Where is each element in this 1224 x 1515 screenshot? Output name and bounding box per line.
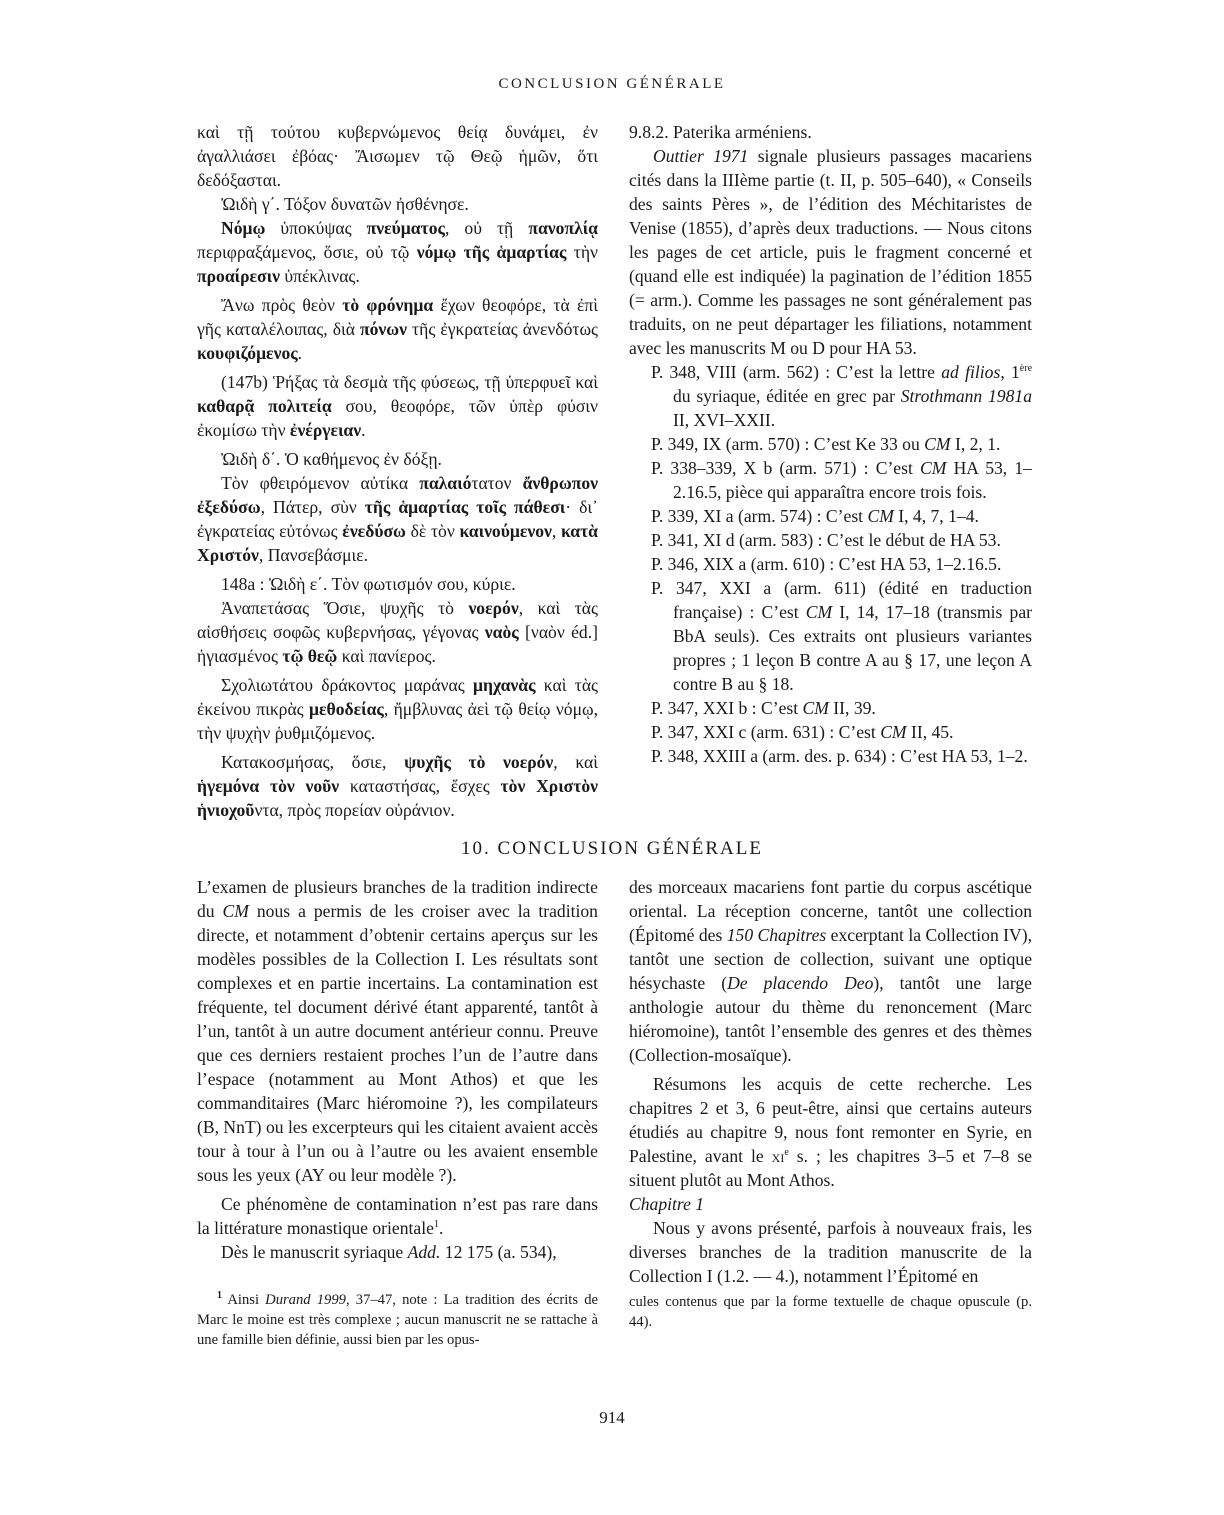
paterika-entry: P. 348, VIII (arm. 562) : C’est la lettre ad filios, 1ère du syriaque, éditée en grec par Strothmann 1981a II, XVI–XXII. — [651, 362, 1033, 430]
conclusion-column-right — [629, 875, 1032, 1288]
subsection-heading: 9.8.2. Paterika arméniens. — [629, 122, 812, 142]
body-paragraph: Résumons les acquis de cette recherche. Les chapitres 2 et 3, 6 peut-être, ainsi que certains auteurs étudiés au chapitre 9, nous font remonter en Syrie, en Palestine, avant le $xi^e$ s. ; les chapitres 3–5 et 7–8 se situent plutôt au Mont Athos. — [629, 1074, 1032, 1190]
running-head: CONCLUSION GÉNÉRALE — [498, 76, 726, 92]
body-paragraph: des morceaux macariens font partie du corpus ascétique oriental. La réception concerne, tantôt une collection (Épitomé des 150 Chapitres excerptant la Collection IV), tantôt une section de collection, suivant une optique hésychaste (De placendo Deo), tantôt une large anthologie autour du thème du renoncement (Marc hiéromoine), tantôt l’ensemble des genres et des thèmes (Collection-mosaïque). — [629, 877, 1032, 1065]
section-title: 10. CONCLUSION GÉNÉRALE — [461, 838, 763, 859]
ode-heading: Ὠιδὴ δ΄. Ὁ καθήμενος ἐν δόξῃ. — [221, 449, 442, 469]
greek-paragraph: Ἀναπετάσας Ὅσιε, ψυχῆς τὸ νοερόν, καὶ τὰς αἰσθήσεις σοφῶς κυβερνήσας, γέγονας ναὸς [ναὸν éd.] ἡγιασμένος τῷ θεῷ καὶ πανίερος. — [197, 598, 598, 666]
ode-heading: 148a : Ὠιδὴ ε΄. Τὸν φωτισμόν σου, κύριε. — [221, 574, 516, 594]
chapter-subheading: Chapitre 1 — [629, 1194, 705, 1214]
footnote-left: $^1$ Ainsi Durand 1999, 37–47, note : La tradition des écrits de Marc le moine est très complexe ; aucun manuscrit ne se rattache à une famille bien définie, aussi bien par les opus- — [197, 1290, 598, 1348]
greek-paragraph: Κατακοσμήσας, ὅσιε, ψυχῆς τὸ νοερόν, καὶ ἡγεμόνα τὸν νοῦν καταστήσας, ἔσχες τὸν Χριστὸν ἡνιοχοῦντα, πρὸς πορείαν οὐράνιον. — [197, 752, 598, 820]
greek-text-column — [197, 120, 598, 822]
greek-paragraph: Νόμῳ ὑποκύψας πνεύματος, οὐ τῇ πανοπλίᾳ περιφραξάμενος, ὅσιε, οὐ τῷ νόμῳ τῆς ἁμαρτίας τὴν προαίρεσιν ὑπέκλινας. — [197, 218, 598, 286]
body-paragraph: L’examen de plusieurs branches de la tradition indirecte du CM nous a permis de les croiser avec la tradition directe, et notamment d’obtenir certains aperçus sur les modèles possibles de la Collection I. Les résultats sont complexes et en partie incertains. La contamination est fréquente, tel document dérivé étant apparenté, tantôt à l’un, tantôt à un autre document antérieur connu. Preuve que ces derniers restaient proches l’un de l’autre dans l’espace (notamment au Mont Athos) et que les commanditaires (Marc hiéromoine ?), les compilateurs (B, NnT) ou les excerpteurs qui les citaient avaient accès tour à tour à l’un ou à l’autre ou les avaient ensemble sous les yeux (AY ou leur modèle ?). — [197, 877, 598, 1185]
conclusion-column-left — [197, 875, 598, 1264]
paterika-entry: P. 349, IX (arm. 570) : C’est Ke 33 ou CM I, 2, 1. — [651, 434, 1001, 454]
ode-heading: Ὠιδὴ γ΄. Τόξον δυνατῶν ἠσθένησε. — [221, 194, 469, 214]
paterika-column — [629, 120, 1032, 768]
footnote-right: cules contenus que par la forme textuelle de chaque opuscule (p. 44). — [629, 1294, 1032, 1330]
greek-paragraph: Σχολιωτάτου δράκοντος μαράνας μηχανὰς καὶ τὰς ἐκείνου πικρὰς μεθοδείας, ἤμβλυνας ἀεὶ τῷ θείῳ νόμῳ, τὴν ψυχὴν ῥυθμιζόμενος. — [197, 675, 599, 743]
page-number: 914 — [599, 1408, 625, 1427]
paterika-entry: P. 338–339, X b (arm. 571) : C’est CM HA 53, 1–2.16.5, pièce qui apparaîtra encore trois fois. — [651, 458, 1032, 502]
greek-paragraph: Τὸν φθειρόμενον αὐτίκα παλαιότατον ἄνθρωπον ἐξεδύσω, Πάτερ, σὺν τῆς ἁμαρτίας τοῖς πάθεσι· δι᾽ ἐγκρατείας εὐτόνως ἐνεδύσω δὲ τὸν καινούμενον, κατὰ Χριστόν, Πανσεβάσμιε. — [197, 473, 598, 565]
paterika-entry: P. 348, XXIII a (arm. des. p. 634) : C’est HA 53, 1–2. — [651, 746, 1028, 766]
greek-paragraph: καὶ τῇ τούτου κυβερνώμενος θείᾳ δυνάμει, ἐν ἀγαλλιάσει ἐβόας· Ἄισωμεν τῷ Θεῷ ἡμῶν, ὅτι δεδόξασται. — [197, 122, 598, 190]
paterika-entry: P. 347, XXI a (arm. 611) (édité en traduction française) : C’est CM I, 14, 17–18 (transmis par BbA seuls). Ces extraits ont plusieurs variantes propres ; 1 leçon B contre A au § 17, une leçon A contre B au § 18. — [651, 578, 1032, 694]
paterika-entry: P. 346, XIX a (arm. 610) : C’est HA 53, 1–2.16.5. — [651, 554, 1002, 574]
body-paragraph: Dès le manuscrit syriaque Add. 12 175 (a. 534), — [221, 1242, 557, 1262]
body-paragraph: Nous y avons présenté, parfois à nouveaux frais, les diverses branches de la tradition manuscrite de la Collection I (1.2. — 4.), notamment l’Épitomé en — [629, 1218, 1032, 1286]
paterika-entry: P. 347, XXI c (arm. 631) : C’est CM II, 45. — [651, 722, 954, 742]
body-paragraph: Ce phénomène de contamination n’est pas rare dans la littérature monastique orientale$^1$. — [197, 1194, 598, 1238]
greek-paragraph: (147b) Ῥήξας τὰ δεσμὰ τῆς φύσεως, τῇ ὑπερφυεῖ καὶ καθαρᾷ πολιτείᾳ σου, θεοφόρε, τῶν ὑπὲρ φύσιν ἐκομίσω τὴν ἐνέργειαν. — [197, 372, 598, 440]
citation-author: Outtier 1971 — [653, 146, 749, 166]
paterika-entry: P. 347, XXI b : C’est CM II, 39. — [651, 698, 876, 718]
paterika-entry: P. 339, XI a (arm. 574) : C’est CM I, 4, 7, 1–4. — [651, 506, 979, 526]
paterika-entry: P. 341, XI d (arm. 583) : C’est le début de HA 53. — [651, 530, 1001, 550]
greek-paragraph: Ἄνω πρὸς θεὸν τὸ φρόνημα ἔχων θεοφόρε, τὰ ἐπὶ γῆς καταλέλοιπας, διὰ πόνων τῆς ἐγκρατείας ἀνενδότως κουφιζόμενος. — [197, 295, 599, 363]
paterika-intro: Outtier 1971 signale plusieurs passages macariens cités dans la IIIème partie (t. II, p. 505–640), « Conseils des saints Pères », de l’édition des Méchitaristes de Venise (1855), d’après deux traductions. — Nous citons les pages de cet article, puis le fragment concerné et (quand elle est indiquée) la pagination de l’édition 1855 (= arm.). Comme les passages ne sont généralement pas traduits, on ne peut départager les filiations, notamment avec les manuscrits M ou D pour HA 53. — [629, 146, 1032, 358]
